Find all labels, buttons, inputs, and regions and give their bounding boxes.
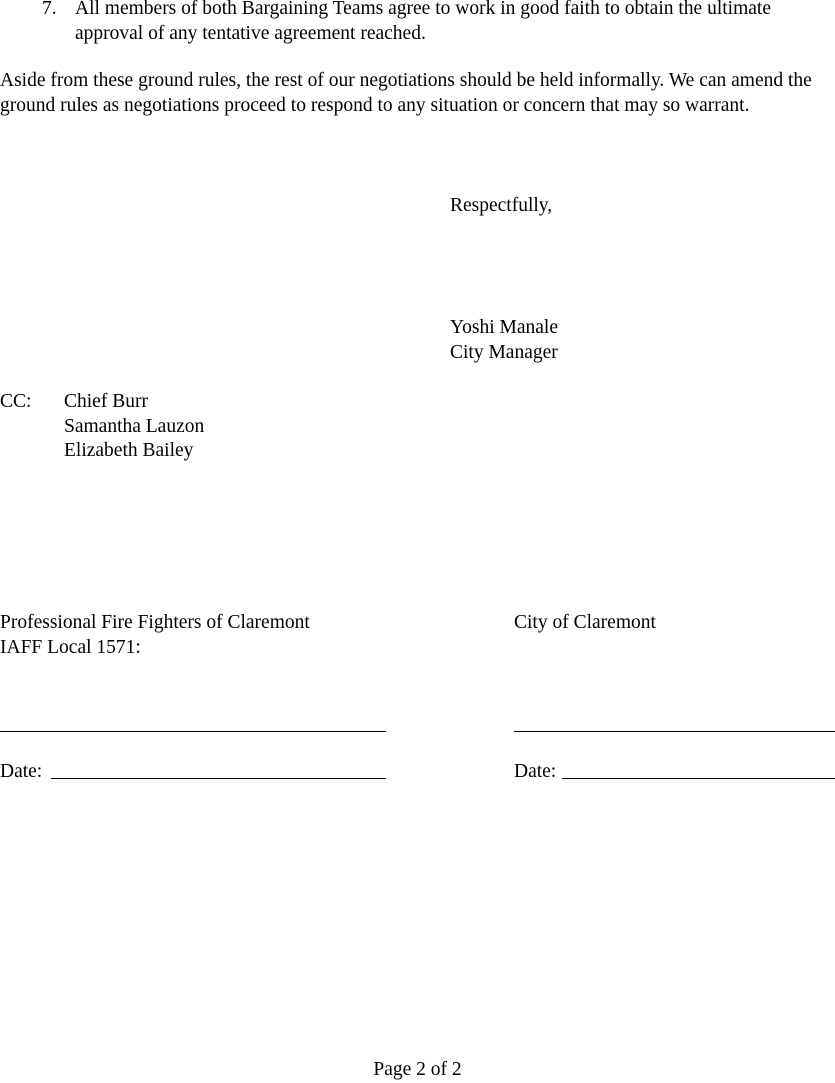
list-item-number: 7. xyxy=(42,0,57,19)
city-party-name: City of Claremont xyxy=(514,612,656,633)
city-signature-line xyxy=(514,731,835,732)
signatory-name: Yoshi Manale xyxy=(450,317,558,338)
body-paragraph: Aside from these ground rules, the rest of our negotiations should be held informally. We can amend the ground rules as negotiations proceed to respond to any situation or concern that may so warrant. xyxy=(0,70,812,116)
closing-salutation: Respectfully, xyxy=(450,195,553,216)
union-signature-line xyxy=(0,731,386,732)
signatory-title: City Manager xyxy=(450,342,558,363)
page-number: Page 2 of 2 xyxy=(373,1059,462,1080)
cc-label: CC: xyxy=(0,391,32,412)
city-date-label: Date: xyxy=(514,761,557,782)
cc-recipient: Elizabeth Bailey xyxy=(64,440,194,461)
union-date-line xyxy=(51,778,386,779)
union-date-label: Date: xyxy=(0,761,43,782)
list-item-text: All members of both Bargaining Teams agree to work in good faith to obtain the ultimate approval of any tentative agreement reached. xyxy=(75,0,771,44)
cc-recipient: Chief Burr xyxy=(64,391,148,412)
union-local-name: IAFF Local 1571: xyxy=(0,637,141,658)
cc-recipient-list xyxy=(64,390,204,464)
union-party-name: Professional Fire Fighters of Claremont xyxy=(0,612,310,633)
city-date-line xyxy=(562,778,835,779)
cc-recipient: Samantha Lauzon xyxy=(64,415,205,437)
